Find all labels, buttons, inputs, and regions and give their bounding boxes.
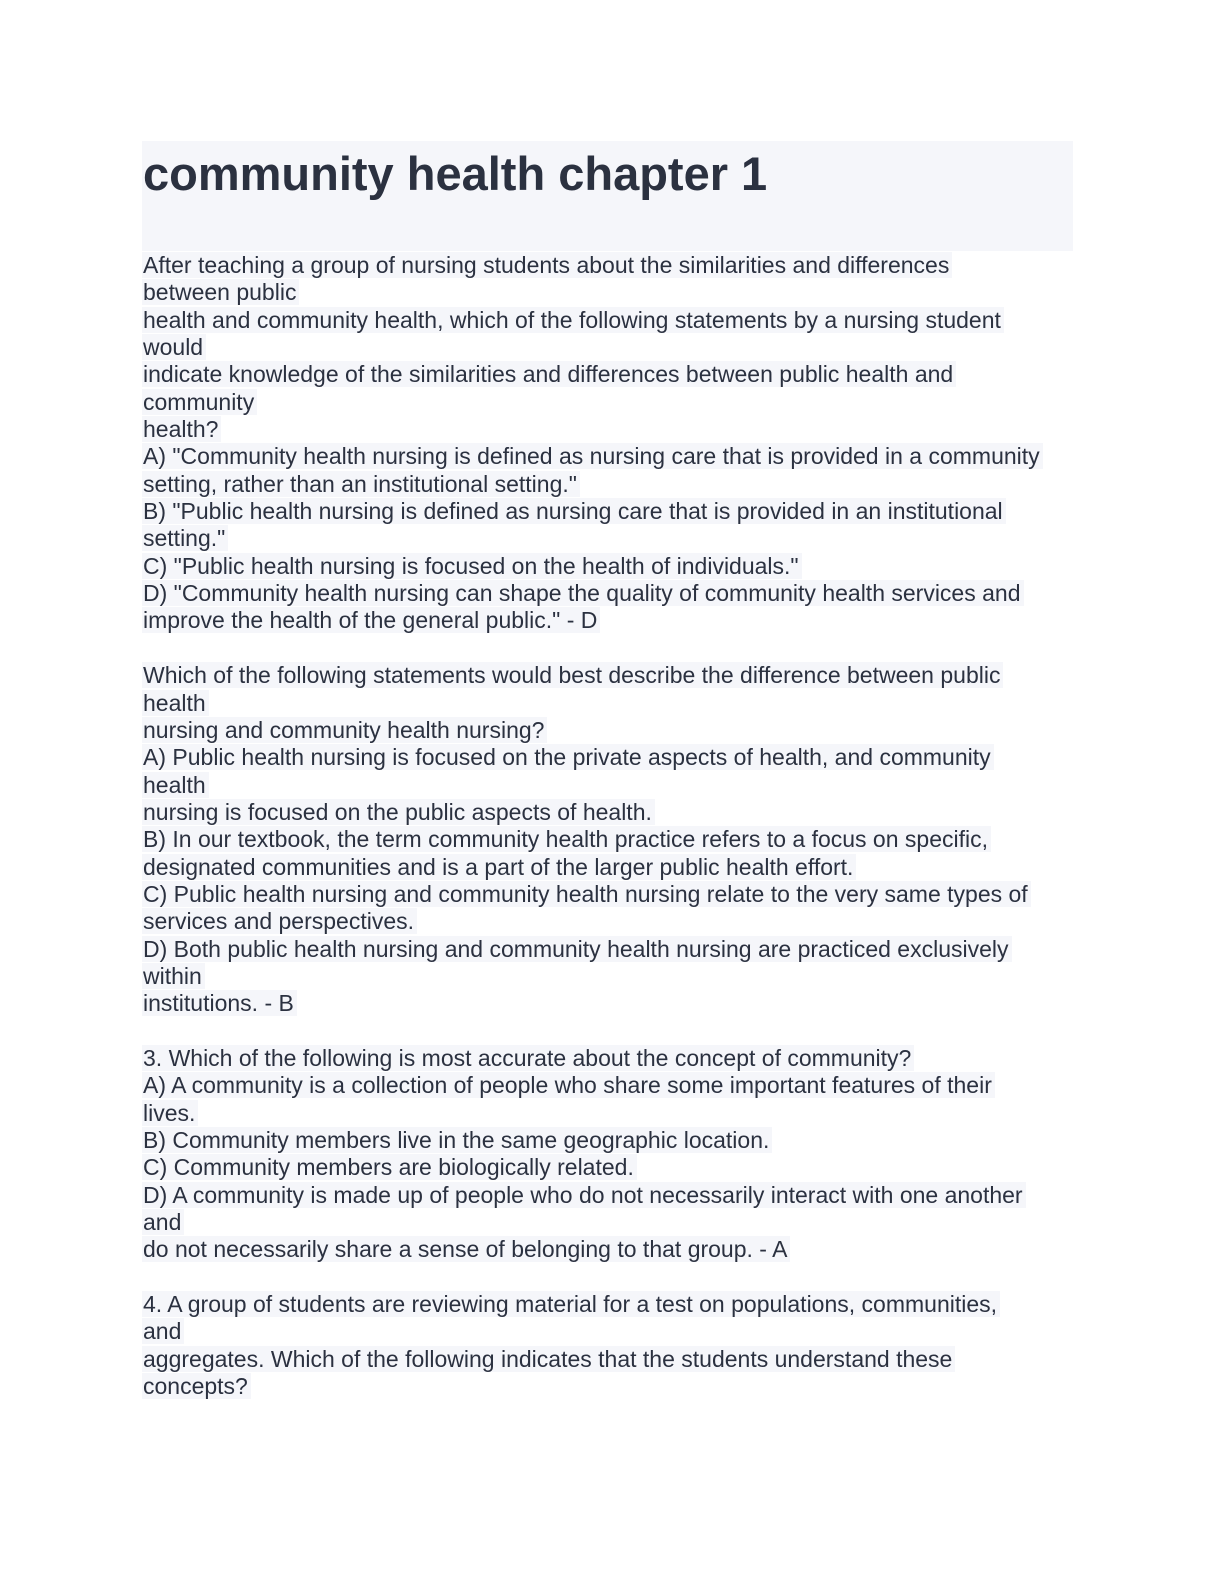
text-line [142,744,1073,771]
text-line [142,252,1073,279]
text-line [142,279,1073,306]
text-line [142,772,1073,799]
text-line-content: aggregates. Which of the following indicates that the students understand these [142,1346,955,1372]
text-line [142,443,1073,470]
text-line [142,1346,1073,1373]
text-line [142,690,1073,717]
text-line [142,553,1073,580]
text-line [142,307,1073,334]
text-line-content: health? [142,416,221,442]
text-line-content: setting." [142,525,228,551]
text-line [142,963,1073,990]
text-line-content: A) A community is a collection of people who share some important features of their [142,1072,995,1098]
text-line [142,854,1073,881]
document-body [142,252,1073,1400]
text-line [142,662,1073,689]
text-line-content: nursing and community health nursing? [142,717,547,743]
text-line-content: 4. A group of students are reviewing material for a test on populations, communities, [142,1291,1000,1317]
text-line-content: C) Community members are biologically related. [142,1154,637,1180]
text-line-content: do not necessarily share a sense of belonging to that group. - A [142,1236,790,1262]
text-line [142,1045,1073,1072]
text-line-content: B) In our textbook, the term community health practice refers to a focus on specific, [142,826,991,852]
text-line [142,799,1073,826]
text-line-content: D) Both public health nursing and community health nursing are practiced exclusively [142,936,1012,962]
text-line-content: concepts? [142,1373,251,1399]
text-line [142,1209,1073,1236]
text-line-content: C) Public health nursing and community health nursing relate to the very same types of [142,881,1031,907]
text-line [142,717,1073,744]
text-line [142,525,1073,552]
text-line-content: and [142,1318,184,1344]
text-line-content: health [142,690,209,716]
text-line [142,990,1073,1017]
text-line-content: 3. Which of the following is most accurate about the concept of community? [142,1045,914,1071]
text-line [142,607,1073,634]
text-line-content: C) "Public health nursing is focused on the health of individuals." [142,553,802,579]
text-line [142,1373,1073,1400]
text-line-content: D) A community is made up of people who do not necessarily interact with one another [142,1182,1026,1208]
text-line-content: indicate knowledge of the similarities and differences between public health and [142,361,956,387]
text-line-content: setting, rather than an institutional setting." [142,471,580,497]
text-line-content: health [142,772,209,798]
text-line-content: within [142,963,205,989]
text-line [142,471,1073,498]
text-line [142,361,1073,388]
text-line-content: and [142,1209,184,1235]
text-line [142,498,1073,525]
text-line-content: would [142,334,206,360]
text-line [142,1100,1073,1127]
text-line [142,334,1073,361]
text-line-content: services and perspectives. [142,908,417,934]
paragraph-gap [142,1264,1073,1291]
text-line-content: B) "Public health nursing is defined as nursing care that is provided in an institutional [142,498,1006,524]
text-line [142,1236,1073,1263]
document-page [142,141,1073,1400]
text-line [142,1318,1073,1345]
paragraph-gap [142,1018,1073,1045]
document-title: community health chapter 1 [143,147,768,200]
text-line-content: institutions. - B [142,990,297,1016]
text-line [142,1127,1073,1154]
text-line-content: After teaching a group of nursing students about the similarities and differences [142,252,952,278]
title-block [142,141,1073,251]
text-line [142,826,1073,853]
text-line [142,1072,1073,1099]
text-line-content: improve the health of the general public." - D [142,607,600,633]
text-line-content: D) "Community health nursing can shape the quality of community health services and [142,580,1024,606]
text-line-content: A) Public health nursing is focused on the private aspects of health, and community [142,744,994,770]
text-line-content: designated communities and is a part of the larger public health effort. [142,854,856,880]
text-line [142,389,1073,416]
paragraph-gap [142,635,1073,662]
text-line-content: nursing is focused on the public aspects of health. [142,799,655,825]
text-line [142,1182,1073,1209]
text-line [142,908,1073,935]
text-line-content: Which of the following statements would best describe the difference between public [142,662,1003,688]
text-line [142,580,1073,607]
text-line-content: lives. [142,1100,198,1126]
text-line-content: B) Community members live in the same geographic location. [142,1127,772,1153]
text-line [142,881,1073,908]
text-line [142,936,1073,963]
text-line [142,1291,1073,1318]
text-line-content: health and community health, which of the following statements by a nursing student [142,307,1004,333]
text-line [142,1154,1073,1181]
text-line-content: A) "Community health nursing is defined as nursing care that is provided in a community [142,443,1043,469]
text-line-content: community [142,389,257,415]
text-line [142,416,1073,443]
text-line-content: between public [142,279,299,305]
